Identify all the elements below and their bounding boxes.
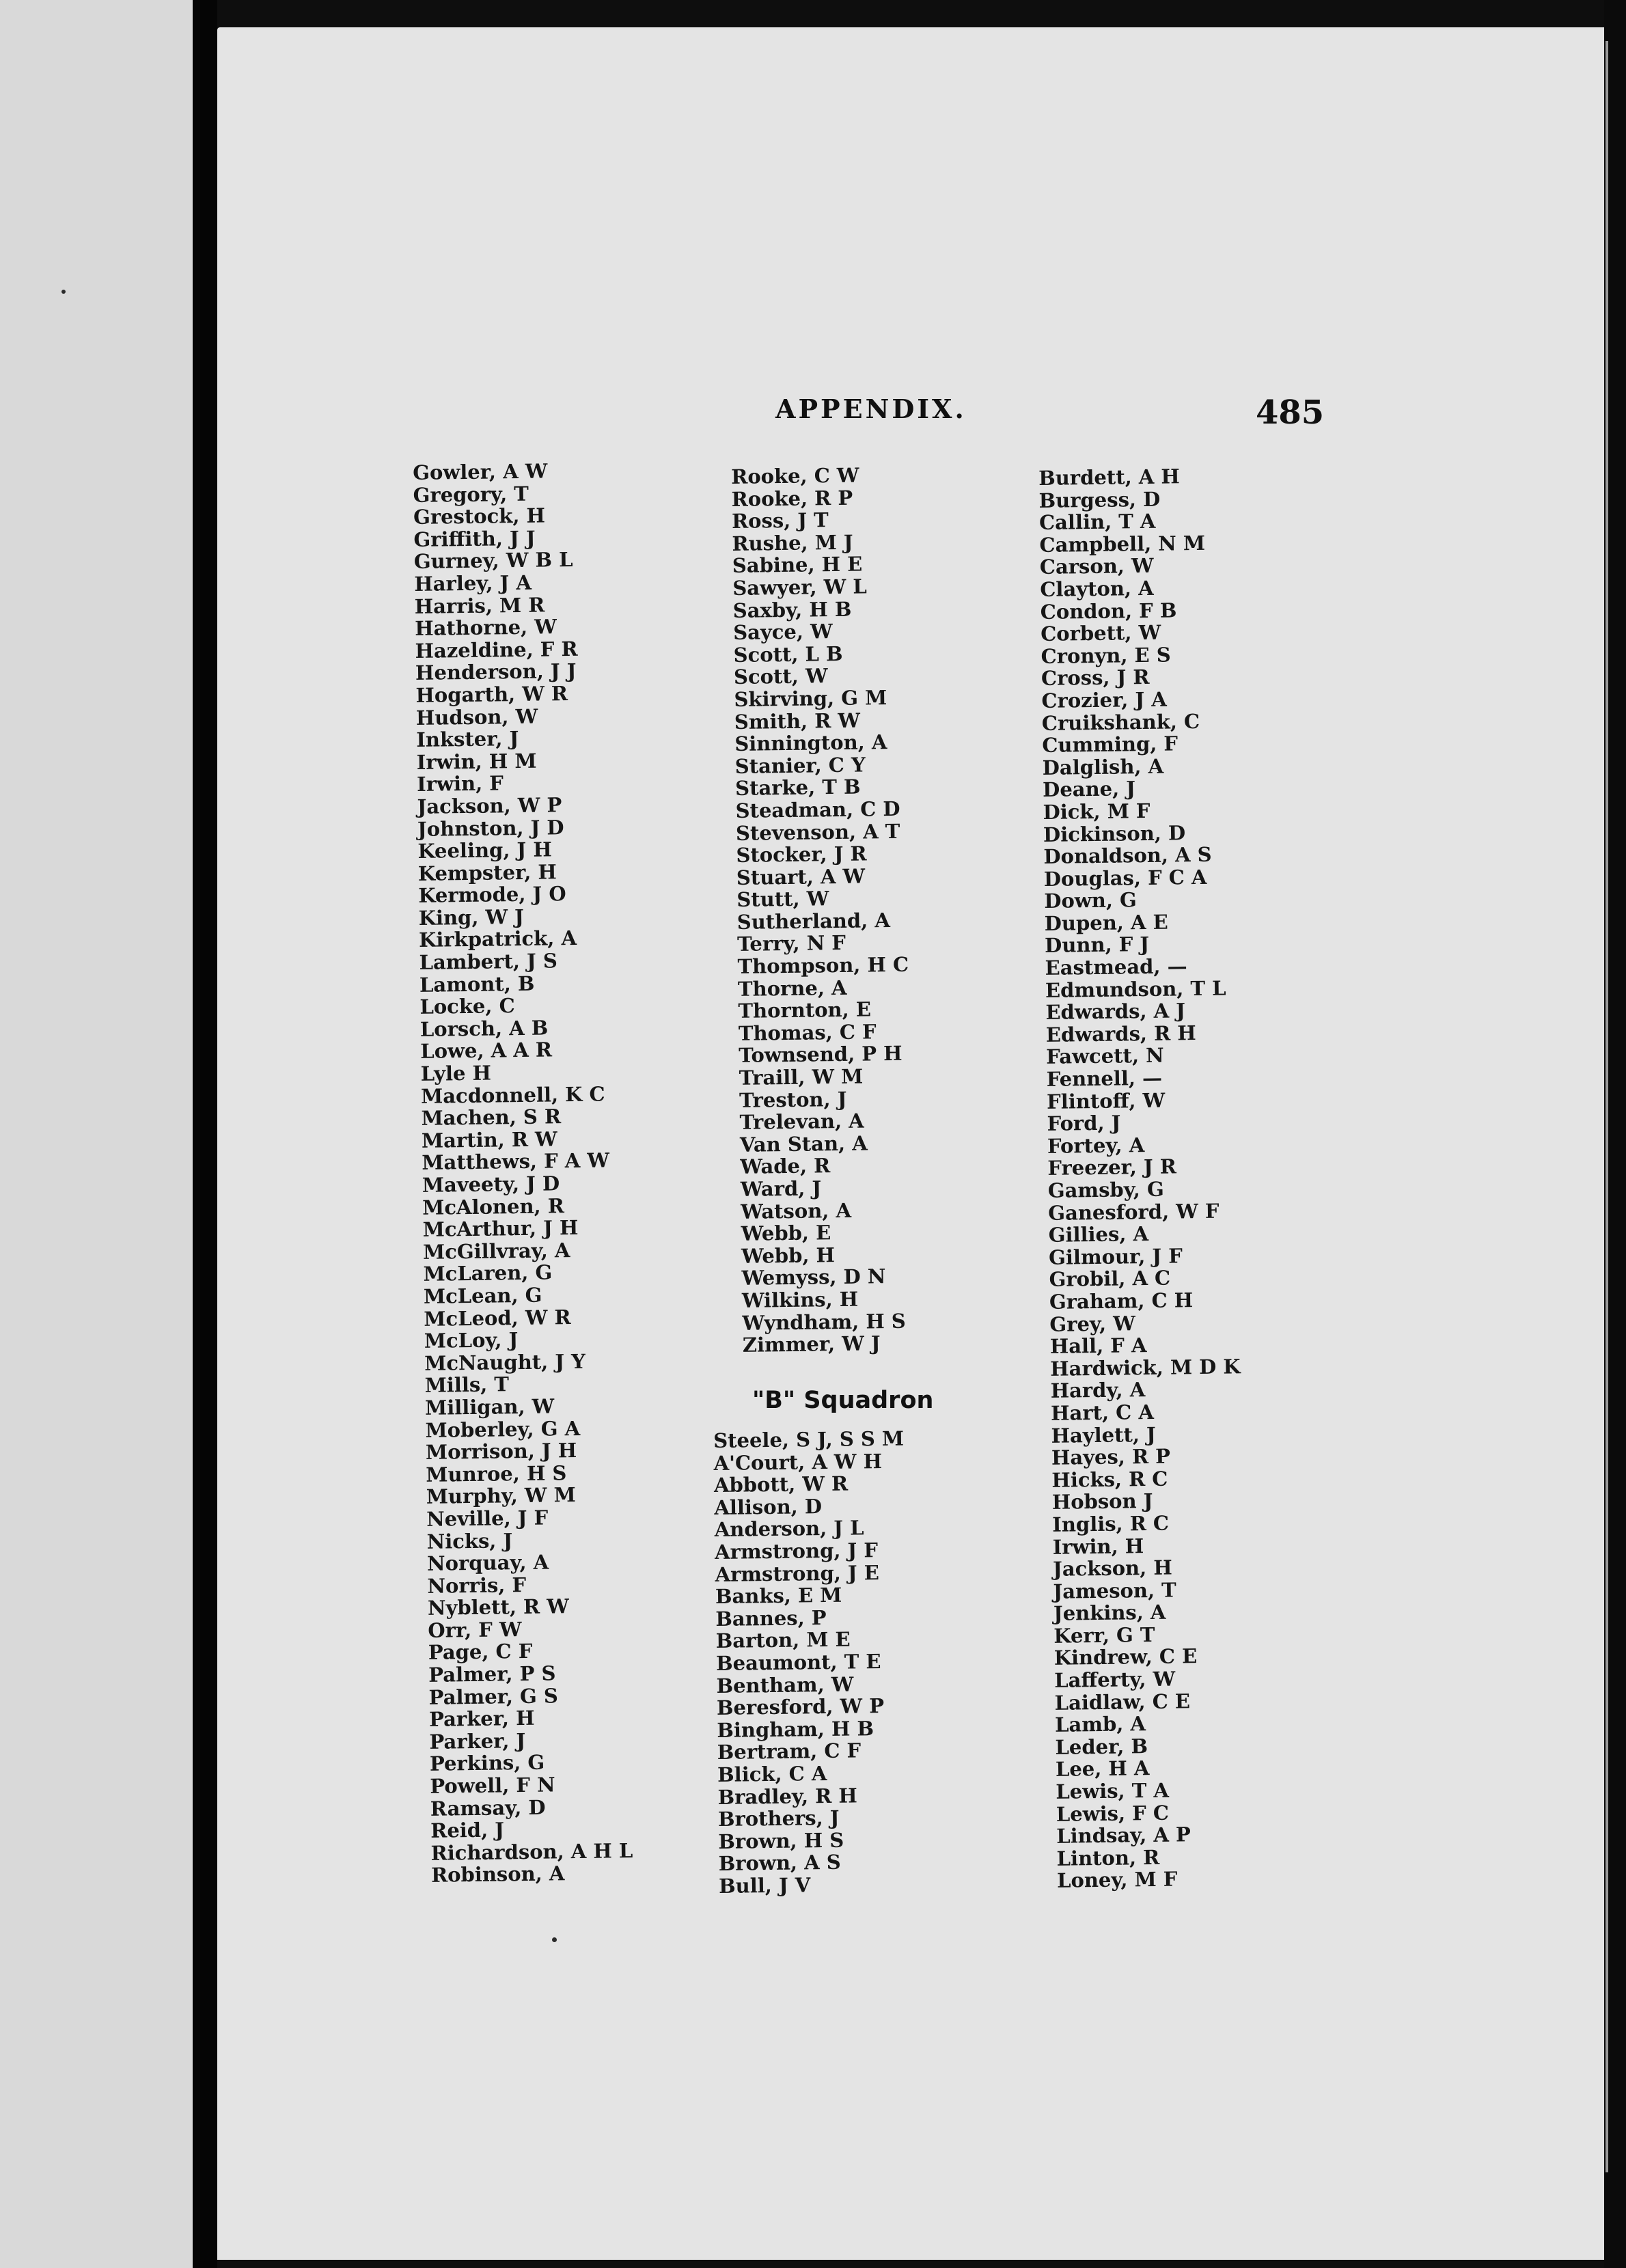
roll-entry: Milligan, W	[424, 1394, 555, 1420]
roll-entry: Steele, S J, S S M	[713, 1426, 905, 1452]
roll-entry: Wade, R	[740, 1154, 831, 1179]
roll-entry: Nyblett, R W	[427, 1594, 570, 1620]
roll-entry: Dickinson, D	[1043, 820, 1186, 846]
roll-entry: Hicks, R C	[1051, 1467, 1168, 1492]
roll-entry: Cumming, F	[1042, 732, 1179, 758]
roll-entry: Fortey, A	[1047, 1133, 1145, 1158]
roll-entry: Martin, R W	[421, 1127, 557, 1152]
roll-entry: Abbott, W R	[713, 1471, 849, 1497]
roll-entry: Barton, M E	[715, 1627, 851, 1653]
roll-entry: Laidlaw, C E	[1054, 1689, 1191, 1715]
name-column-right	[1038, 465, 1248, 1892]
roll-entry: McNaught, J Y	[424, 1349, 586, 1375]
roll-entry: Webb, E	[741, 1221, 831, 1246]
roll-entry: Moberley, G A	[425, 1416, 581, 1442]
roll-entry: Loney, M F	[1056, 1867, 1178, 1893]
roll-entry: Hardwick, M D K	[1050, 1354, 1241, 1381]
roll-entry: Brown, A S	[718, 1851, 841, 1876]
scan-speck	[61, 290, 66, 294]
roll-entry: Bannes, P	[715, 1605, 827, 1631]
roll-entry: Grey, W	[1049, 1311, 1135, 1336]
roll-entry: Lewis, T A	[1056, 1778, 1170, 1803]
roll-entry: Flintoff, W	[1046, 1088, 1166, 1114]
name-column-middle	[731, 464, 914, 1357]
roll-entry: Perkins, G	[429, 1751, 545, 1776]
roll-entry: Hathorne, W	[414, 615, 557, 641]
page-number: 485	[1256, 393, 1325, 432]
roll-entry: Palmer, P S	[428, 1661, 556, 1687]
roll-entry: Fawcett, N	[1046, 1044, 1164, 1069]
roll-entry: Trelevan, A	[739, 1109, 864, 1135]
roll-entry: Steadman, C D	[735, 797, 900, 822]
roll-entry: Lowe, A A R	[420, 1038, 553, 1064]
roll-entry: Machen, S R	[421, 1105, 562, 1131]
roll-entry: Burdett, A H	[1038, 465, 1181, 490]
roll-entry: Lyle H	[420, 1061, 492, 1085]
roll-entry: Hudson, W	[415, 704, 538, 730]
roll-entry: Thornton, E	[738, 997, 872, 1023]
roll-entry: Harris, M R	[414, 593, 545, 618]
roll-entry: Dick, M F	[1043, 799, 1150, 824]
roll-entry: Wemyss, D N	[741, 1264, 886, 1290]
roll-entry: Scott, W	[733, 664, 828, 689]
roll-entry: Smith, R W	[734, 708, 861, 734]
roll-entry: Murphy, W M	[426, 1483, 576, 1509]
roll-entry: Eastmead, —	[1045, 954, 1187, 980]
roll-entry: Gurney, W B L	[413, 548, 573, 574]
roll-entry: Edmundson, T L	[1045, 976, 1226, 1002]
roll-entry: Stanier, C Y	[734, 753, 866, 778]
roll-entry: Sawyer, W L	[732, 575, 867, 600]
roll-entry: Kindrew, C E	[1053, 1644, 1198, 1670]
roll-entry: Down, G	[1044, 888, 1138, 913]
roll-entry: Ford, J	[1047, 1111, 1121, 1136]
roll-entry: Inglis, R C	[1052, 1511, 1170, 1536]
roll-entry: Condon, F B	[1040, 598, 1177, 624]
roll-entry: Banks, E M	[715, 1583, 842, 1609]
roll-entry: Robinson, A	[430, 1862, 565, 1887]
roll-entry: Matthews, F A W	[422, 1148, 610, 1175]
roll-entry: Gamsby, G	[1047, 1177, 1164, 1202]
roll-entry: Dupen, A E	[1044, 910, 1168, 935]
roll-entry: A'Court, A W H	[713, 1449, 883, 1475]
roll-entry: Irwin, H M	[416, 749, 537, 774]
roll-entry: McGillvray, A	[422, 1238, 570, 1264]
roll-entry: Allison, D	[714, 1494, 823, 1519]
roll-entry: Kempster, H	[417, 859, 557, 885]
roll-entry: Thorne, A	[737, 976, 847, 1001]
roll-entry: Blick, C A	[717, 1761, 827, 1786]
roll-entry: Hobson J	[1051, 1489, 1153, 1515]
roll-entry: Scott, L B	[733, 641, 843, 667]
running-header: APPENDIX.	[775, 393, 967, 424]
roll-entry: Johnston, J D	[417, 815, 564, 841]
roll-entry: Watson, A	[741, 1198, 852, 1223]
roll-entry: Hart, C A	[1050, 1400, 1155, 1425]
roll-entry: Rushe, M J	[732, 530, 853, 555]
roll-entry: Thompson, H C	[737, 952, 909, 978]
roll-entry: Griffith, J J	[413, 526, 536, 551]
roll-entry: Lewis, F C	[1056, 1801, 1170, 1826]
roll-entry: Jameson, T	[1053, 1578, 1176, 1603]
roll-entry: Brothers, J	[717, 1806, 840, 1831]
roll-entry: Dunn, F J	[1044, 932, 1150, 958]
roll-entry: Sutherland, A	[736, 908, 891, 934]
roll-entry: Campbell, N M	[1039, 531, 1206, 557]
roll-entry: Bradley, R H	[717, 1783, 857, 1809]
roll-entry: McLoy, J	[424, 1328, 519, 1353]
roll-entry: Morrison, J H	[425, 1439, 577, 1464]
roll-entry: Lamb, A	[1054, 1712, 1146, 1737]
roll-entry: Anderson, J L	[714, 1516, 864, 1542]
roll-entry: Irwin, H	[1052, 1534, 1144, 1559]
roll-entry: Hardy, A	[1050, 1378, 1146, 1403]
roll-entry: Inkster, J	[416, 727, 519, 752]
roll-entry: McLean, G	[423, 1283, 542, 1308]
roll-entry: Jackson, H	[1052, 1555, 1172, 1581]
roll-entry: Fennell, —	[1046, 1066, 1163, 1091]
roll-entry: Gilmour, J F	[1048, 1244, 1183, 1269]
roll-entry: Locke, C	[419, 994, 515, 1019]
roll-entry: Sayce, W	[732, 620, 833, 645]
roll-entry: Grobil, A C	[1049, 1266, 1171, 1292]
roll-entry: Stocker, J R	[736, 842, 867, 868]
roll-entry: Grestock, H	[413, 503, 546, 529]
roll-entry: Lee, H A	[1055, 1756, 1150, 1782]
roll-entry: Powell, F N	[430, 1773, 555, 1798]
roll-entry: Saxby, H B	[732, 597, 852, 622]
roll-entry: Beresford, W P	[716, 1694, 885, 1720]
roll-entry: Starke, T B	[734, 775, 861, 801]
roll-entry: Linton, R	[1056, 1845, 1160, 1870]
roll-entry: Norris, F	[427, 1573, 527, 1598]
roll-entry: Macdonnell, K C	[420, 1082, 605, 1108]
roll-entry: Stevenson, A T	[735, 819, 900, 845]
roll-entry: Orr, F W	[428, 1617, 522, 1642]
roll-entry: Bentham, W	[716, 1672, 854, 1698]
roll-entry: Freezer, J R	[1047, 1154, 1177, 1180]
roll-entry: King, W J	[418, 904, 525, 930]
roll-entry: Gowler, A W	[412, 459, 548, 484]
roll-entry: McLaren, G	[423, 1260, 553, 1286]
roll-entry: Brown, H S	[718, 1828, 844, 1853]
roll-entry: Callin, T A	[1038, 509, 1156, 535]
roll-entry: Lamont, B	[419, 971, 535, 997]
roll-entry: Armstrong, J E	[715, 1560, 880, 1586]
roll-entry: Burgess, D	[1038, 487, 1161, 512]
roll-entry: Rooke, R P	[731, 486, 853, 511]
roll-entry: Webb, H	[741, 1243, 836, 1268]
roll-entry: Edwards, R H	[1045, 1021, 1196, 1047]
roll-entry: Cruikshank, C	[1041, 709, 1200, 735]
roll-entry: Kerr, G T	[1053, 1622, 1155, 1648]
roll-entry: Lambert, J S	[419, 949, 558, 974]
roll-entry: Maveety, J D	[422, 1172, 560, 1197]
roll-entry: Carson, W	[1039, 554, 1154, 579]
roll-entry: Zimmer, W J	[742, 1331, 881, 1357]
roll-entry: Norquay, A	[426, 1550, 549, 1575]
roll-entry: Harley, J A	[414, 570, 532, 596]
roll-entry: Henderson, J J	[415, 659, 577, 685]
roll-entry: Richardson, A H L	[430, 1838, 633, 1865]
roll-entry: Mills, T	[424, 1372, 510, 1398]
roll-entry: Gillies, A	[1048, 1222, 1149, 1247]
section-heading: "B" Squadron	[752, 1387, 934, 1414]
roll-entry: Page, C F	[428, 1640, 533, 1665]
roll-entry: Thomas, C F	[738, 1020, 877, 1045]
roll-entry: Hogarth, W R	[415, 681, 568, 707]
roll-entry: McAlonen, R	[422, 1193, 565, 1219]
roll-entry: Sabine, H E	[732, 552, 863, 578]
roll-entry: Ramsay, D	[430, 1795, 546, 1821]
facing-page-edge	[0, 0, 193, 2268]
roll-entry: Clayton, A	[1040, 576, 1154, 601]
roll-entry: Jenkins, A	[1053, 1600, 1166, 1626]
roll-entry: Traill, W M	[739, 1064, 864, 1090]
roll-entry: Jackson, W P	[417, 793, 562, 818]
roll-entry: McLeod, W R	[424, 1305, 571, 1331]
roll-entry: Ward, J	[740, 1176, 822, 1201]
roll-entry: Donaldson, A S	[1043, 842, 1212, 869]
roll-entry: Parker, J	[429, 1728, 526, 1754]
roll-entry: Corbett, W	[1040, 620, 1161, 646]
roll-entry: Wilkins, H	[741, 1287, 859, 1312]
roll-entry: Bertram, C F	[717, 1739, 862, 1765]
roll-entry: Townsend, P H	[739, 1042, 902, 1068]
roll-entry: Irwin, F	[416, 771, 504, 797]
scan-speck	[552, 1937, 557, 1942]
roll-entry: Stutt, W	[736, 887, 829, 912]
name-column-middle-b-squadron	[713, 1428, 909, 1898]
roll-entry: Beaumont, T E	[715, 1649, 881, 1675]
roll-entry: Parker, H	[428, 1706, 535, 1732]
roll-entry: Haylett, J	[1051, 1422, 1156, 1448]
roll-entry: McArthur, J H	[422, 1216, 579, 1242]
roll-entry: Reid, J	[430, 1818, 505, 1843]
page-edge-line	[1606, 41, 1608, 2172]
roll-entry: Armstrong, J F	[714, 1538, 879, 1564]
roll-entry: Van Stan, A	[739, 1131, 868, 1157]
roll-entry: Hazeldine, F R	[415, 637, 578, 663]
roll-entry: Keeling, J H	[417, 838, 552, 863]
roll-entry: Treston, J	[739, 1087, 847, 1112]
roll-entry: Wyndham, H S	[742, 1309, 906, 1335]
roll-entry: Deane, J	[1042, 777, 1136, 802]
roll-entry: Cronyn, E S	[1041, 643, 1171, 668]
roll-entry: Palmer, G S	[428, 1684, 559, 1709]
roll-entry: Kermode, J O	[418, 882, 566, 908]
roll-entry: Leder, B	[1055, 1734, 1148, 1759]
roll-entry: Skirving, G M	[734, 685, 887, 711]
roll-entry: Neville, J F	[426, 1506, 549, 1531]
roll-entry: Graham, C H	[1049, 1288, 1194, 1314]
roll-entry: Crozier, J A	[1041, 687, 1168, 713]
roll-entry: Dalglish, A	[1042, 754, 1164, 779]
roll-entry: Stuart, A W	[736, 864, 866, 889]
roll-entry: Hayes, R P	[1051, 1444, 1171, 1469]
roll-entry: Ross, J T	[731, 508, 829, 534]
name-column-left	[413, 459, 633, 1887]
roll-entry: Terry, N F	[736, 931, 846, 956]
roll-entry: Gregory, T	[413, 482, 529, 507]
roll-entry: Rooke, C W	[730, 463, 859, 488]
roll-entry: Cross, J R	[1041, 665, 1150, 691]
roll-entry: Douglas, F C A	[1043, 865, 1207, 891]
roll-entry: Lafferty, W	[1054, 1667, 1176, 1692]
roll-entry: Bingham, H B	[717, 1716, 874, 1742]
gutter-shadow	[193, 0, 217, 2268]
roll-entry: Nicks, J	[426, 1528, 513, 1553]
roll-entry: Munroe, H S	[426, 1461, 567, 1486]
roll-entry: Ganesford, W F	[1048, 1199, 1220, 1225]
roll-entry: Lorsch, A B	[419, 1016, 549, 1041]
roll-entry: Edwards, A J	[1045, 999, 1186, 1025]
roll-entry: Lindsay, A P	[1056, 1823, 1191, 1849]
roll-entry: Hall, F A	[1049, 1333, 1147, 1359]
roll-entry: Bull, J V	[718, 1873, 811, 1898]
roll-entry: Sinnington, A	[734, 730, 887, 756]
roll-entry: Kirkpatrick, A	[418, 926, 577, 952]
